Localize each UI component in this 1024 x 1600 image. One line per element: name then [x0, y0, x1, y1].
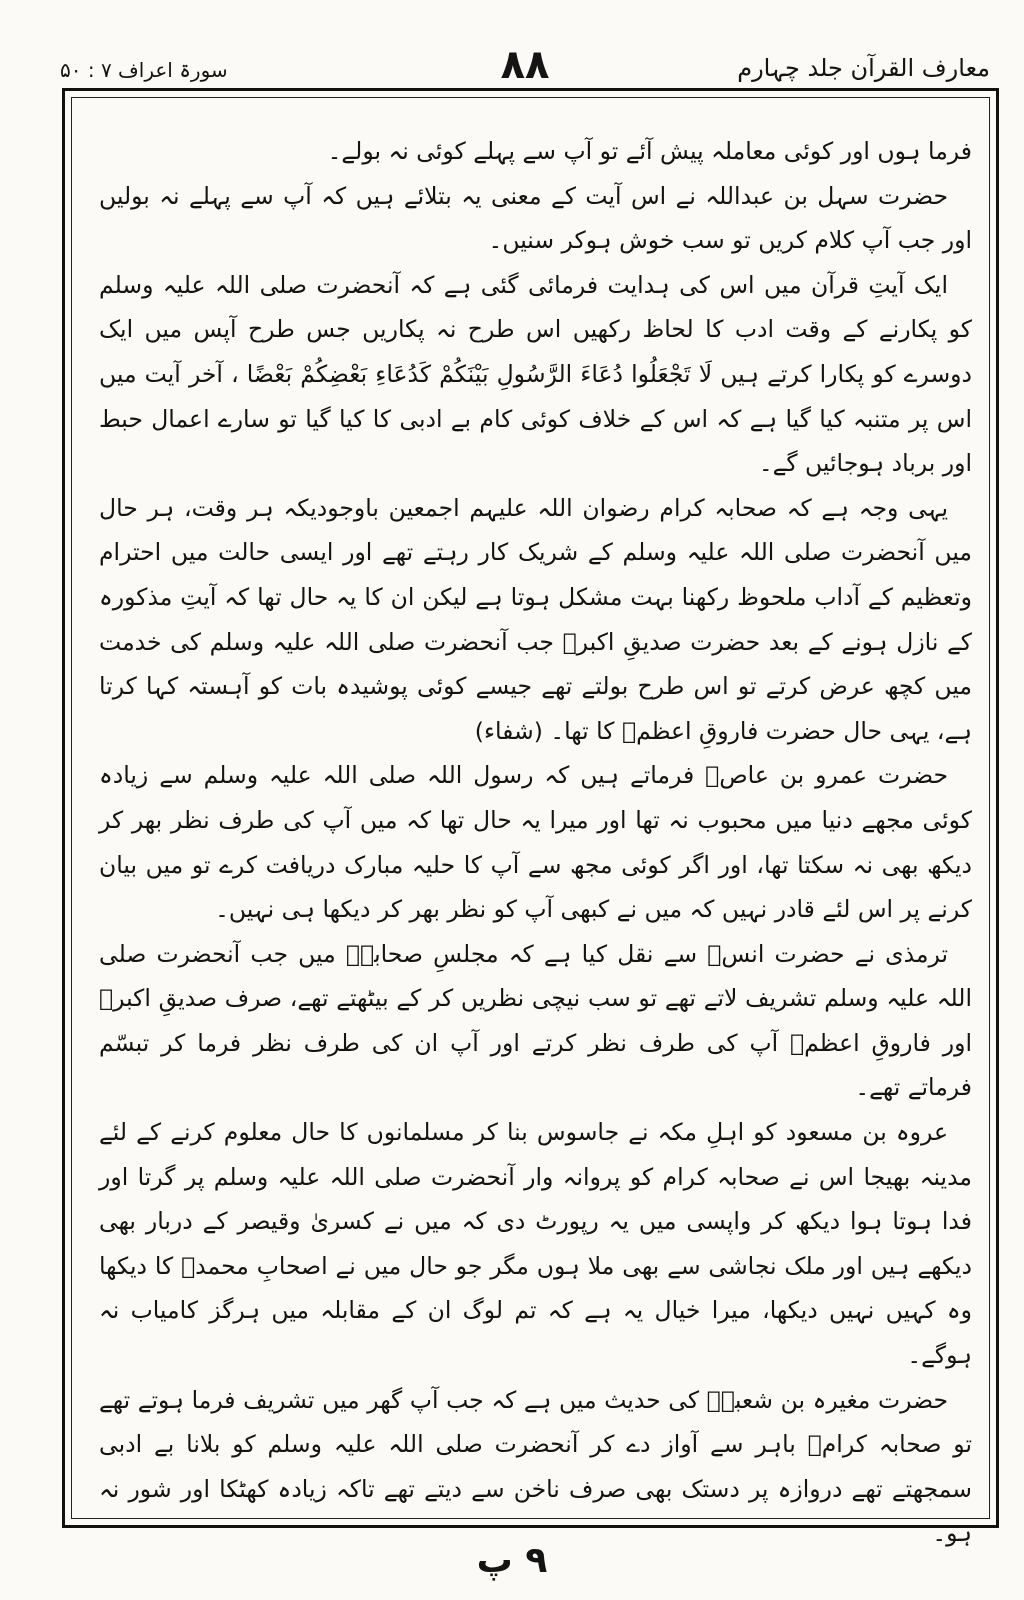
paragraph-8: حضرت مغیرہ بن شعبہؓ کی حدیث میں ہے کہ جب آپ گھر میں تشریف فرما ہوتے تھے تو صحابہ کرامؓ باہر سے آواز دے کر آنحضرت صلی اللہ علیہ وسلم کو بلانا بے ادبی سمجھتے تھے دروازہ پر دستک بھی صرف ناخن سے دیتے تھے تاکہ زیادہ کھٹکا اور شور نہ ہو۔ — [99, 1385, 972, 1548]
text-frame — [62, 88, 999, 1548]
paragraph-4: یہی وجہ ہے کہ صحابہ کرام رضوان اللہ علیہم اجمعین باوجودیکہ ہر وقت، ہر حال میں آنحضرت صلی اللہ علیہ وسلم کے شریک کار رہتے تھے اور ایسی حالت میں احترام وتعظیم کے آداب ملحوظ رکھنا بہت مشکل ہوتا ہے لیکن ان کا یہ حال تھا کہ آیتِ مذکورہ کے نازل ہونے کے بعد حضرت صدیقِ اکبرؓ جب آنحضرت صلی اللہ علیہ وسلم کی خدمت میں کچھ عرض کرتے تو اس طرح بولتے تھے جیسے کوئی پوشیدہ بات کو آہستہ کہا کرتا ہے، یہی حال حضرت فاروقِ اعظمؓ کا تھا۔ (شفاء) — [99, 493, 972, 745]
surah-reference: سورۃ اعراف ۷ : ۵۰ — [60, 58, 228, 82]
paragraph-5: حضرت عمرو بن عاصؓ فرماتے ہیں کہ رسول اللہ صلی اللہ علیہ وسلم سے زیادہ کوئی مجھے دنیا میں محبوب نہ تھا اور میرا یہ حال تھا کہ میں آپ کی طرف نظر بھر کر دیکھ بھی نہ سکتا تھا، اور اگر کوئی مجھ سے آپ کا حلیہ مبارک دریافت کرے تو میں بیان کرنے پر اس لئے قادر نہیں کہ میں نے کبھی آپ کو نظر بھر کر دیکھا ہی نہیں۔ — [99, 761, 972, 924]
paragraph-3: ایک آیتِ قرآن میں اس کی ہدایت فرمائی گئی ہے کہ آنحضرت صلی اللہ علیہ وسلم کو پکارنے کے وقت ادب کا لحاظ رکھیں اس طرح نہ پکاریں جس طرح آپس میں ایک دوسرے کو پکارا کرتے ہیں لَا تَجْعَلُوا دُعَاءَ الرَّسُولِ بَيْنَكُمْ كَدُعَاءِ بَعْضِكُمْ بَعْضًا ، آخر آیت میں اس پر متنبہ کیا گیا ہے کہ اس کے خلاف کوئی کام بے ادبی کا کیا گیا تو سارے اعمال حبط اور برباد ہوجائیں گے۔ — [99, 270, 972, 478]
body-text — [99, 129, 972, 1556]
page-number: ۸۸ — [500, 42, 550, 88]
page-header — [60, 42, 990, 92]
paragraph-7: عروہ بن مسعود کو اہلِ مکہ نے جاسوس بنا کر مسلمانوں کا حال معلوم کرنے کے لئے مدینہ بھیجا اس نے صحابہ کرام کو پروانہ وار آنحضرت صلی اللہ علیہ وسلم پر گرتا اور فدا ہوتا ہوا دیکھ کر واپسی میں یہ رپورٹ دی کہ میں نے کسریٰ وقیصر کے دربار بھی دیکھے ہیں اور ملک نجاشی سے بھی ملا ہوں مگر جو حال میں نے اصحابِ محمدؐ کا دیکھا وہ کہیں نہیں دیکھا، میرا خیال یہ ہے کہ تم لوگ ان کے مقابلہ میں ہرگز کامیاب نہ ہوگے۔ — [99, 1118, 972, 1370]
book-title: معارف القرآن جلد چہارم — [737, 54, 990, 82]
paragraph-2: حضرت سہل بن عبداللہ نے اس آیت کے معنی یہ بتلائے ہیں کہ آپ سے پہلے نہ بولیں اور جب آپ کلام کریں تو سب خوش ہوکر سنیں۔ — [99, 181, 972, 255]
signature-mark: ۹ پ — [476, 1540, 548, 1581]
paragraph-6: ترمذی نے حضرت انسؓ سے نقل کیا ہے کہ مجلسِ صحابہؓ میں جب آنحضرت صلی اللہ علیہ وسلم تشریف لاتے تھے تو سب نیچی نظریں کر کے بیٹھتے تھے، صرف صدیقِ اکبرؓ اور فاروقِ اعظمؓ آپ کی طرف نظر کرتے اور آپ ان کی طرف نظر فرما کر تبسّم فرماتے تھے۔ — [99, 939, 972, 1102]
paragraph-1: فرما ہوں اور کوئی معاملہ پیش آئے تو آپ سے پہلے کوئی نہ بولے۔ — [327, 137, 972, 165]
